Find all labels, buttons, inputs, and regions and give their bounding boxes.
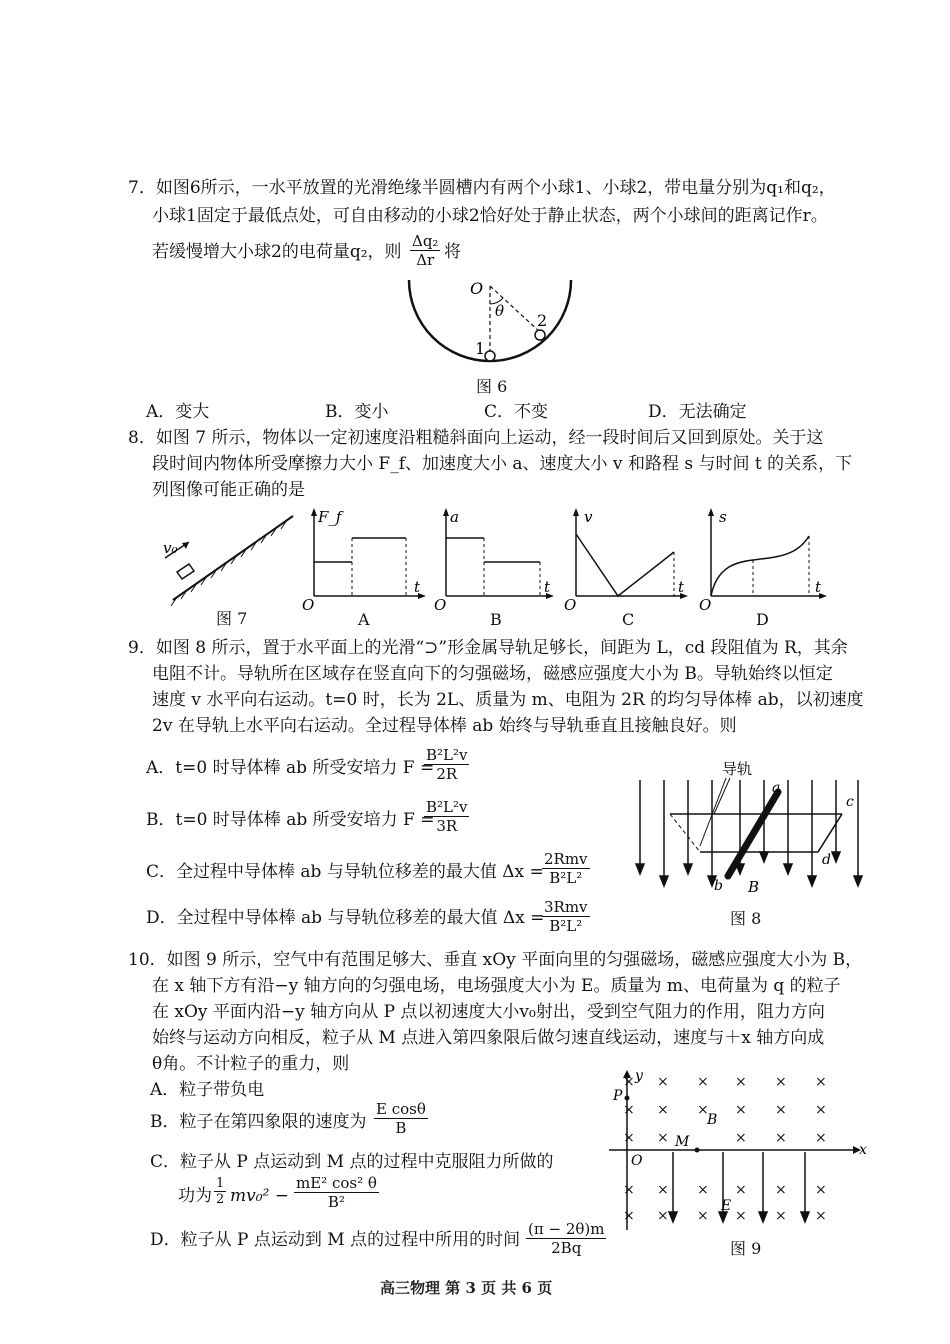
figure-8 <box>630 756 870 900</box>
conductor-rod-ab <box>728 792 778 876</box>
field-cross: × <box>657 1182 669 1198</box>
point-M <box>695 1148 700 1153</box>
q8-line2: 段时间内物体所受摩擦力大小 F_f、加速度大小 a、速度大小 v 和路程 s 与时间 t 的关系，下 <box>152 454 853 474</box>
q10-option-c-mid: mv₀² − <box>230 1186 290 1206</box>
q7-line3a: 若缓慢增大小球2的电荷量q₂，则 <box>152 242 402 262</box>
label-x: x <box>859 1142 867 1158</box>
label-a: a <box>772 780 781 796</box>
graph-c-origin: O <box>564 596 577 614</box>
field-cross: × <box>657 1130 669 1146</box>
q9-option-d: D．全过程中导体棒 ab 与导轨位移差的最大值 Δx = <box>146 908 545 928</box>
graph-b-origin: O <box>434 596 447 614</box>
field-cross: × <box>775 1208 787 1224</box>
graph-c-line <box>576 534 674 596</box>
q10-option-c-line1: C．粒子从 P 点运动到 M 点的过程中克服阻力所做的 <box>150 1152 554 1172</box>
q9-line3: 速度 v 水平向右运动。t=0 时，长为 2L、质量为 m、电阻为 2R 的均匀导体棒 ab，以初速度 <box>152 690 864 710</box>
field-cross: × <box>775 1102 787 1118</box>
label-E: E <box>721 1198 732 1214</box>
field-cross: × <box>623 1130 635 1146</box>
q10-line4: 始终与运动方向相反，粒子从 M 点进入第四象限后做匀速直线运动，速度与＋x 轴方向成 <box>152 1028 825 1048</box>
label-B: B <box>707 1112 718 1128</box>
incline-surface <box>173 516 293 600</box>
field-cross: × <box>735 1074 747 1090</box>
q9-option-a: A．t=0 时导体棒 ab 所受安培力 F = <box>146 758 435 778</box>
rail-pointer-2 <box>714 778 730 814</box>
field-cross: × <box>623 1074 635 1090</box>
q9-option-b-frac <box>424 798 469 835</box>
field-cross: × <box>735 1102 747 1118</box>
q7-option-c: C．不变 <box>484 402 549 422</box>
q10-d-num: (π − 2θ)m <box>528 1220 605 1238</box>
label-v0: v₀ <box>163 539 178 557</box>
label-b: b <box>714 878 723 894</box>
q10-option-b-frac <box>374 1100 428 1137</box>
field-cross: × <box>815 1102 827 1118</box>
q10-option-b: B．粒子在第四象限的速度为 <box>150 1112 367 1132</box>
q10-option-a: A．粒子带负电 <box>150 1080 265 1100</box>
label-ball-1: 1 <box>475 339 486 358</box>
q8-line3: 列图像可能正确的是 <box>152 480 305 500</box>
q10-c-half-den: 2 <box>216 1192 225 1207</box>
label-c: c <box>846 794 854 810</box>
q9-a-den: 2R <box>436 765 458 783</box>
field-cross: × <box>735 1182 747 1198</box>
q10-c-half-num: 1 <box>216 1176 225 1191</box>
q7-option-d: D．无法确定 <box>648 402 747 422</box>
q9-d-num: 3Rmv <box>544 898 588 916</box>
graph-d-t: t <box>815 578 822 596</box>
rail-cd <box>818 814 842 852</box>
q7-frac-den: Δr <box>416 251 435 269</box>
q9-line1: 9．如图 8 所示，置于水平面上的光滑“⊃”形金属导轨足够长，间距为 L，cd 段阻值为 R，其余 <box>128 638 848 658</box>
figure-9 <box>605 1066 870 1236</box>
label-O: O <box>470 279 484 298</box>
q10-b-num: E cosθ <box>376 1100 426 1118</box>
block <box>177 564 194 579</box>
field-cross: × <box>697 1182 709 1198</box>
graph-c-ylabel: v <box>584 508 593 526</box>
q7-fraction <box>410 232 440 269</box>
graph-c-t: t <box>678 578 685 596</box>
ball-2 <box>535 330 545 340</box>
q10-line5: θ角。不计粒子的重力，则 <box>152 1054 350 1074</box>
field-cross: × <box>735 1130 747 1146</box>
label-M: M <box>675 1134 690 1150</box>
field-cross: × <box>735 1208 747 1224</box>
field-cross: × <box>623 1182 635 1198</box>
q7-option-b: B．变小 <box>325 402 389 422</box>
point-P <box>625 1096 630 1101</box>
q9-line4: 2v 在导轨上水平向右运动。全过程导体棒 ab 始终与导轨垂直且接触良好。则 <box>152 716 737 736</box>
field-cross: × <box>775 1074 787 1090</box>
q9-b-den: 3R <box>436 817 458 835</box>
graph-d <box>697 506 832 616</box>
field-cross: × <box>775 1182 787 1198</box>
q9-a-num: B²L²v <box>426 746 468 764</box>
fig8-caption: 图 8 <box>730 909 762 928</box>
q9-option-b: B．t=0 时导体棒 ab 所受安培力 F = <box>146 810 435 830</box>
field-cross: × <box>623 1102 635 1118</box>
q8-line1: 8．如图 7 所示，物体以一定初速度沿粗糙斜面向上运动，经一段时间后又回到原处。关于这 <box>128 428 824 448</box>
graph-a-ylabel: F_f <box>318 508 342 526</box>
field-cross: × <box>815 1130 827 1146</box>
field-cross: × <box>815 1208 827 1224</box>
label-y: y <box>635 1068 643 1084</box>
graph-d-origin: O <box>699 596 712 614</box>
q10-option-d: D．粒子从 P 点运动到 M 点的过程中所用的时间 <box>150 1230 521 1250</box>
q7-option-a: A．变大 <box>146 402 210 422</box>
fig7-caption: 图 7 <box>216 609 248 628</box>
figure-7-incline <box>155 510 295 610</box>
graph-b-t: t <box>544 578 551 596</box>
field-cross: × <box>697 1074 709 1090</box>
q9-c-den: B²L² <box>549 869 583 887</box>
graph-c <box>562 506 692 616</box>
label-rail: 导轨 <box>722 760 753 778</box>
graph-b-ylabel: a <box>450 508 459 526</box>
label-O: O <box>631 1153 643 1169</box>
page-footer: 高三物理 第 3 页 共 6 页 <box>380 1279 553 1297</box>
q10-b-den: B <box>395 1119 407 1137</box>
field-cross: × <box>657 1102 669 1118</box>
q7-frac-num: Δq₂ <box>412 232 439 250</box>
graph-a <box>300 506 430 616</box>
q9-option-c: C．全过程中导体棒 ab 与导轨位移差的最大值 Δx = <box>146 862 544 882</box>
field-cross: × <box>697 1208 709 1224</box>
q7-line2: 小球1固定于最低点处，可自由移动的小球2恰好处于静止状态，两个小球间的距离记作r。 <box>152 206 828 226</box>
field-cross: × <box>697 1102 709 1118</box>
q7-line3b: 将 <box>444 242 461 262</box>
graph-b-caption: B <box>490 610 502 629</box>
q9-c-num: 2Rmv <box>544 850 588 868</box>
field-cross: × <box>775 1130 787 1146</box>
q9-line2: 电阻不计。导轨所在区域存在竖直向下的匀强磁场，磁感应强度大小为 B。导轨始终以恒定 <box>152 664 833 684</box>
label-theta: θ <box>495 302 505 320</box>
graph-c-caption: C <box>622 610 635 629</box>
graph-d-curve <box>711 536 809 596</box>
fig9-caption: 图 9 <box>730 1239 762 1258</box>
graph-b <box>432 506 557 616</box>
q10-line2: 在 x 轴下方有沿−y 轴方向的匀强电场，电场强度大小为 E。质量为 m、电荷量为 q 的粒子 <box>152 976 841 996</box>
q10-c-num: mE² cos² θ <box>296 1174 377 1192</box>
label-P: P <box>613 1088 623 1104</box>
q9-option-c-frac <box>542 850 590 887</box>
graph-d-ylabel: s <box>719 508 727 526</box>
ball-1 <box>485 351 495 361</box>
graph-a-t: t <box>414 578 421 596</box>
q9-option-a-frac <box>424 746 469 783</box>
q10-option-c-frac <box>294 1174 379 1211</box>
q7-line1: 7．如图6所示，一水平放置的光滑绝缘半圆槽内有两个小球1、小球2，带电量分别为q₁和q₂， <box>128 178 836 198</box>
q10-line3: 在 xOy 平面内沿−y 轴方向从 P 点以初速度大小v₀射出，受到空气阻力的作用，阻力方向 <box>152 1002 825 1022</box>
label-B: B <box>748 878 760 896</box>
fig6-caption: 图 6 <box>476 377 508 396</box>
field-cross: × <box>657 1208 669 1224</box>
field-cross: × <box>815 1074 827 1090</box>
field-arrows <box>636 780 862 886</box>
q10-d-den: 2Bq <box>551 1239 582 1257</box>
field-cross: × <box>815 1182 827 1198</box>
field-cross: × <box>657 1074 669 1090</box>
label-d: d <box>822 852 831 868</box>
q10-option-d-frac <box>526 1220 606 1257</box>
q9-option-d-frac <box>542 898 590 935</box>
q10-c-den: B² <box>327 1193 345 1211</box>
q9-d-den: B²L² <box>549 917 583 935</box>
q10-option-c-line2: 功为 <box>178 1186 212 1206</box>
graph-a-caption: A <box>358 610 370 629</box>
figure-6 <box>395 278 585 378</box>
graph-d-caption: D <box>756 610 769 629</box>
field-cross: × <box>623 1208 635 1224</box>
q9-b-num: B²L²v <box>426 798 468 816</box>
q10-line1: 10．如图 9 所示，空气中有范围足够大、垂直 xOy 平面向里的匀强磁场，磁感应强度大小为 B， <box>128 950 863 970</box>
q10-option-c-half <box>214 1176 226 1207</box>
rail-pointer-1 <box>700 778 726 846</box>
graph-a-origin: O <box>302 596 315 614</box>
label-ball-2: 2 <box>537 311 548 330</box>
